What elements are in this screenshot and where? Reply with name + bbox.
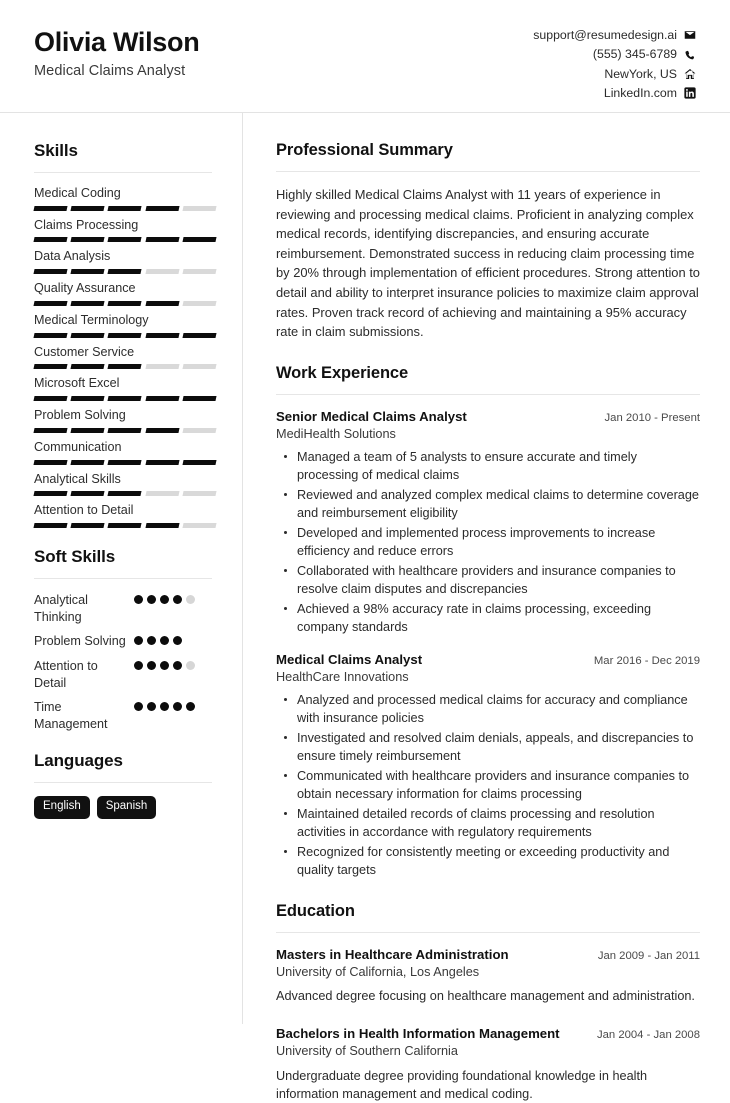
education-entry-degree: Bachelors in Health Information Management: [276, 1025, 560, 1041]
rating-dot: [160, 661, 169, 670]
skill-bar-segment: [71, 237, 105, 242]
education-entry-header: [276, 1025, 700, 1042]
work-section: [276, 364, 700, 880]
candidate-job-title: Medical Claims Analyst: [34, 62, 186, 79]
education-entry-date: Jan 2004 - Jan 2008: [596, 1028, 700, 1041]
bullet-item: Developed and implemented process improvements to increase efficiency and reduce errors: [276, 524, 700, 561]
work-entry-company: HealthCare Innovations: [276, 670, 409, 684]
skill-bar-segment: [108, 491, 142, 496]
skill-bar-segment: [182, 237, 216, 242]
skill-name: Claims Processing: [34, 217, 139, 232]
work-entry-company: MediHealth Solutions: [276, 427, 396, 442]
work-entry-bullets: [276, 691, 700, 880]
skill-name: Data Analysis: [34, 249, 111, 264]
skill-item: [34, 440, 212, 465]
rating-dot: [173, 661, 182, 670]
rating-dot: [134, 595, 143, 604]
skill-name: Analytical Skills: [34, 471, 121, 486]
languages-heading-rule: [34, 782, 212, 783]
skill-name: Microsoft Excel: [34, 376, 120, 391]
sidebar: [0, 113, 243, 1024]
skill-item: [34, 503, 212, 528]
soft-skill-item: [34, 658, 212, 691]
skill-level-bar: [34, 333, 216, 338]
rating-dot: [173, 702, 182, 711]
work-entry-date: Mar 2016 - Dec 2019: [593, 654, 700, 667]
rating-dot: [134, 661, 143, 670]
skill-bar-segment: [71, 396, 105, 401]
resume-body: [0, 113, 730, 1101]
soft-skills-heading: Soft Skills: [34, 547, 116, 567]
skill-bar-segment: [33, 460, 67, 465]
skill-item: [34, 376, 212, 401]
bullet-item: Achieved a 98% accuracy rate in claims processing, exceeding company standards: [276, 600, 700, 637]
skill-bar-segment: [145, 269, 179, 274]
skill-bar-segment: [108, 364, 142, 369]
work-entry-role: Senior Medical Claims Analyst: [276, 408, 467, 424]
work-entry-header: [276, 651, 700, 668]
bullet-item: Reviewed and analyzed complex medical claims to determine coverage and reimbursement eligibility: [276, 486, 700, 523]
skill-bar-segment: [71, 333, 105, 338]
resume-header: [0, 0, 730, 113]
skill-bar-segment: [108, 301, 142, 306]
work-heading: Work Experience: [276, 363, 409, 382]
skill-item: [34, 408, 212, 433]
bullet-item: Maintained detailed records of claims processing and resolution activities in accordance with regulatory requirements: [276, 805, 700, 842]
candidate-name: Olivia Wilson: [34, 27, 200, 57]
soft-skills-section: [34, 547, 212, 732]
contact-row[interactable]: [604, 86, 696, 101]
linkedin-icon: [684, 87, 696, 99]
soft-skills-list: [34, 592, 212, 732]
skill-bar-segment: [108, 523, 142, 528]
languages-section: [34, 751, 212, 818]
languages-list: [34, 796, 212, 818]
skill-bar-segment: [33, 269, 67, 274]
education-entry-header: [276, 946, 700, 963]
bullet-item: Collaborated with healthcare providers and insurance companies to resolve claim disputes and discrepancies: [276, 562, 700, 599]
work-entry-bullets: [276, 448, 700, 637]
skill-bar-segment: [108, 460, 142, 465]
soft-skill-name: Problem Solving: [34, 634, 126, 649]
skill-bar-segment: [145, 333, 179, 338]
work-entry: [276, 651, 700, 880]
skills-list: [34, 186, 212, 528]
education-entry-degree: Masters in Healthcare Administration: [276, 946, 509, 962]
skills-section: [34, 141, 212, 528]
contact-list: [533, 26, 696, 101]
work-heading-rule: [276, 394, 700, 395]
rating-dot: [160, 702, 169, 711]
skill-bar-segment: [182, 460, 216, 465]
skill-bar-segment: [33, 364, 67, 369]
soft-skill-item: [34, 633, 212, 650]
skill-bar-segment: [145, 428, 179, 433]
skill-bar-segment: [33, 206, 67, 211]
skill-bar-segment: [182, 333, 216, 338]
summary-heading: Professional Summary: [276, 141, 453, 159]
rating-dot: [134, 702, 143, 711]
skill-bar-segment: [71, 364, 105, 369]
skill-bar-segment: [33, 396, 67, 401]
skills-heading-rule: [34, 172, 212, 173]
bullet-item: Communicated with healthcare providers and insurance companies to obtain necessary information for claims processing: [276, 767, 700, 804]
skill-bar-segment: [182, 396, 216, 401]
soft-skill-name: Time Management: [34, 700, 108, 731]
skill-bar-segment: [71, 491, 105, 496]
rating-dot: [147, 661, 156, 670]
skill-bar-segment: [71, 301, 105, 306]
skill-bar-segment: [71, 206, 105, 211]
main-content: [243, 113, 730, 1101]
skill-bar-segment: [33, 491, 67, 496]
summary-heading-rule: [276, 171, 700, 172]
skill-bar-segment: [108, 269, 142, 274]
skill-bar-segment: [145, 364, 179, 369]
work-entry-header: [276, 408, 700, 425]
skill-name: Customer Service: [34, 344, 135, 359]
skill-bar-segment: [108, 206, 142, 211]
skill-bar-segment: [33, 333, 67, 338]
skill-level-bar: [34, 523, 216, 528]
skill-bar-segment: [33, 301, 67, 306]
skill-bar-segment: [71, 460, 105, 465]
education-heading-rule: [276, 932, 700, 933]
skill-bar-segment: [108, 237, 142, 242]
soft-skill-rating: [134, 658, 196, 670]
education-entry-description: Advanced degree focusing on healthcare management and administration.: [276, 989, 695, 1004]
skill-name: Medical Coding: [34, 186, 121, 200]
skill-bar-segment: [145, 396, 179, 401]
skill-bar-segment: [182, 269, 216, 274]
skill-bar-segment: [33, 523, 67, 528]
envelope-icon: [684, 29, 696, 41]
skill-item: [34, 218, 212, 243]
skill-bar-segment: [108, 396, 142, 401]
soft-skill-item: [34, 699, 212, 732]
skill-bar-segment: [182, 491, 216, 496]
skill-item: [34, 472, 212, 497]
skill-bar-segment: [145, 460, 179, 465]
skill-bar-segment: [33, 428, 67, 433]
education-entry-school: University of Southern California: [276, 1044, 458, 1059]
rating-dot: [147, 636, 156, 645]
contact-row[interactable]: [593, 47, 696, 62]
skill-bar-segment: [182, 364, 216, 369]
rating-dot: [147, 702, 156, 711]
skill-name: Quality Assurance: [34, 281, 136, 296]
skill-name: Problem Solving: [34, 408, 126, 423]
skill-level-bar: [34, 269, 216, 274]
soft-skill-rating: [134, 592, 196, 604]
skills-heading: Skills: [34, 141, 78, 160]
bullet-item: Managed a team of 5 analysts to ensure accurate and timely processing of medical claims: [276, 448, 700, 485]
soft-skill-item: [34, 592, 212, 625]
skill-bar-segment: [182, 206, 216, 211]
skill-bar-segment: [145, 491, 179, 496]
language-pill: Spanish: [97, 796, 157, 818]
skill-bar-segment: [182, 523, 216, 528]
skill-bar-segment: [145, 523, 179, 528]
education-entry-list: [276, 946, 700, 1103]
contact-text: NewYork, US: [604, 66, 677, 81]
identity-block: [34, 26, 199, 79]
skill-name: Communication: [34, 439, 122, 454]
bullet-item: Recognized for consistently meeting or exceeding productivity and quality targets: [276, 843, 700, 880]
summary-section: [276, 141, 700, 342]
skill-item: [34, 249, 212, 274]
contact-text: LinkedIn.com: [603, 85, 677, 100]
home-icon: [684, 68, 696, 80]
skill-item: [34, 186, 212, 211]
soft-skill-name: Analytical Thinking: [34, 593, 88, 624]
skill-bar-segment: [108, 333, 142, 338]
education-section: [276, 902, 700, 1103]
skill-item: [34, 345, 212, 370]
skill-item: [34, 313, 212, 338]
skill-level-bar: [34, 460, 216, 465]
skill-level-bar: [34, 206, 216, 211]
education-entry-description: Undergraduate degree providing foundational knowledge in health information management and medical coding.: [276, 1068, 648, 1101]
skill-name: Medical Terminology: [34, 312, 149, 327]
contact-text: support@resumedesign.ai: [533, 28, 677, 42]
skill-level-bar: [34, 237, 216, 242]
work-entry-date: Jan 2010 - Present: [604, 411, 700, 424]
soft-skill-rating: [134, 633, 196, 645]
skill-level-bar: [34, 364, 216, 369]
contact-row[interactable]: [604, 67, 696, 82]
rating-dot: [186, 702, 195, 711]
skill-level-bar: [34, 301, 216, 306]
soft-skill-rating: [134, 699, 196, 711]
rating-dot: [173, 636, 182, 645]
education-entry-date: Jan 2009 - Jan 2011: [597, 949, 700, 962]
phone-icon: [684, 49, 696, 61]
rating-dot: [173, 595, 182, 604]
rating-dot: [134, 636, 143, 645]
bullet-item: Analyzed and processed medical claims for accuracy and compliance with insurance policies: [276, 691, 700, 728]
education-entry: [276, 1025, 700, 1103]
skill-bar-segment: [182, 301, 216, 306]
contact-text: (555) 345-6789: [592, 47, 677, 62]
languages-heading: Languages: [34, 751, 123, 771]
skill-bar-segment: [145, 206, 179, 211]
rating-dot: [160, 636, 169, 645]
skill-bar-segment: [108, 428, 142, 433]
skill-level-bar: [34, 396, 216, 401]
contact-row[interactable]: [533, 28, 696, 43]
skill-bar-segment: [71, 269, 105, 274]
skill-bar-segment: [33, 237, 67, 242]
skill-bar-segment: [145, 301, 179, 306]
work-entry-role: Medical Claims Analyst: [276, 651, 423, 667]
soft-skills-heading-rule: [34, 578, 212, 579]
rating-dot: [186, 661, 195, 670]
bullet-item: Investigated and resolved claim denials, appeals, and discrepancies to ensure timely reimbursement: [276, 729, 700, 766]
language-pill: English: [34, 796, 90, 818]
skill-level-bar: [34, 428, 216, 433]
education-heading: Education: [276, 901, 355, 920]
skill-bar-segment: [182, 428, 216, 433]
skill-bar-segment: [71, 523, 105, 528]
summary-text: Highly skilled Medical Claims Analyst with 11 years of experience in reviewing and processing medical claims. Proficient in analyzing complex medical records, identifying discrepancies, and ensuring accurate reimbursement. Demonstrated success in reducing claim processing time by 20% through implementation of efficient procedures. Strong attention to detail and ability to interpret insurance policies to maximize claim approval rates. Proven track record of achieving and maintaining a 95% accuracy rate in claim submissions.: [276, 187, 700, 340]
skill-name: Attention to Detail: [34, 503, 134, 518]
rating-dot: [147, 595, 156, 604]
skill-item: [34, 281, 212, 306]
skill-bar-segment: [145, 237, 179, 242]
education-entry: [276, 946, 700, 1006]
education-entry-school: University of California, Los Angeles: [276, 964, 480, 979]
rating-dot: [160, 595, 169, 604]
rating-dot: [186, 595, 195, 604]
skill-level-bar: [34, 491, 216, 496]
work-entry: [276, 408, 700, 637]
soft-skill-name: Attention to Detail: [34, 658, 98, 690]
skill-bar-segment: [71, 428, 105, 433]
work-entry-list: [276, 408, 700, 880]
